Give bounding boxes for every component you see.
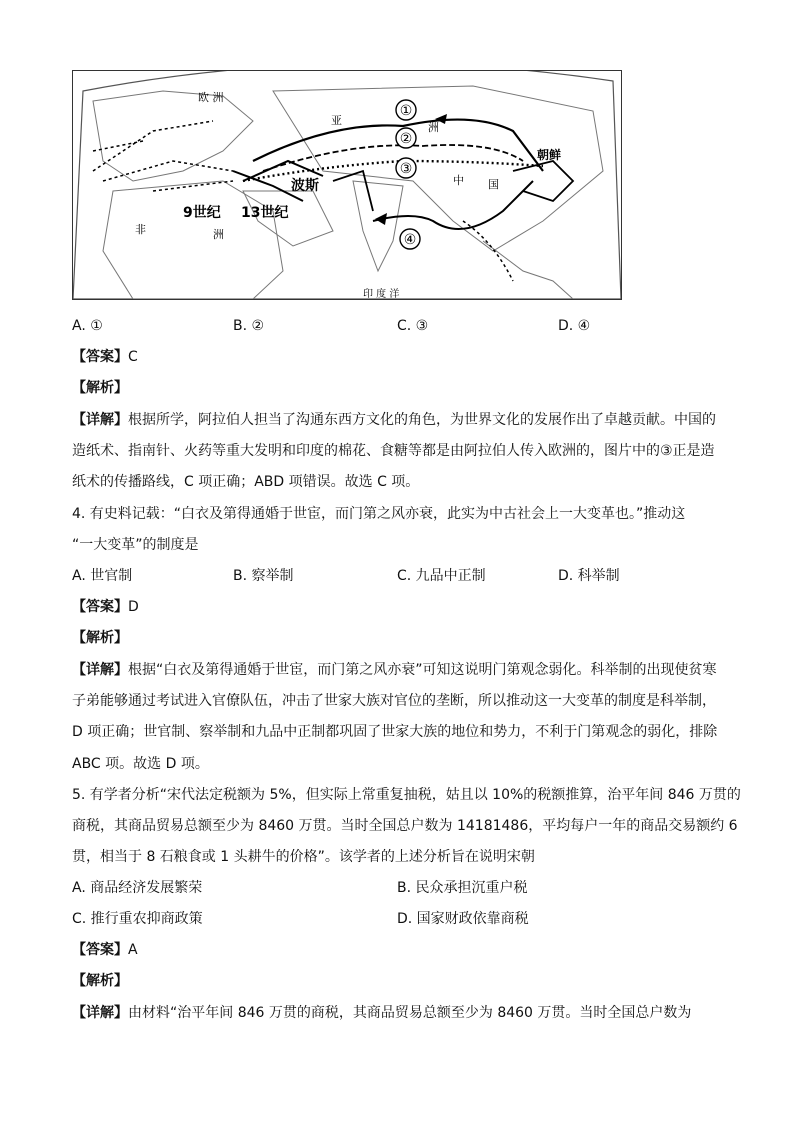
- q3-option-c[interactable]: C. ③: [397, 318, 429, 334]
- answer-tag: 【答案】: [72, 942, 128, 958]
- detail-text: 根据所学，阿拉伯人担当了沟通东西方文化的角色，为世界文化的发展作出了卓越贡献。中国的: [128, 412, 716, 428]
- q4-detail-line-2: 子弟能够通过考试进入官僚队伍，冲击了世家大族对官位的垄断，所以推动这一大变革的制度是科举制，: [72, 693, 716, 709]
- detail-tag: 【详解】: [72, 1005, 128, 1021]
- q5-analysis-tag: 【解析】: [72, 973, 128, 989]
- route-3-number: ③: [399, 161, 413, 177]
- answer-value: D: [128, 599, 139, 615]
- south-asia-route: [463, 221, 513, 281]
- answer-tag: 【答案】: [72, 349, 128, 365]
- q5-option-c[interactable]: C. 推行重农抑商政策: [72, 911, 203, 927]
- answer-tag: 【答案】: [72, 599, 128, 615]
- q4-option-c[interactable]: C. 九品中正制: [397, 568, 486, 584]
- q5-option-d[interactable]: D. 国家财政依靠商税: [397, 911, 529, 927]
- q4-analysis-tag: 【解析】: [72, 630, 128, 646]
- sea-asia-land: [483, 241, 573, 299]
- q3-detail-line-1: [72, 410, 716, 430]
- q5-stem-line-2: 商税，其商品贸易总额至少为 8460 万贯。当时全国总户数为 14181486，平均每户一年的商品交易额约 6: [72, 818, 738, 834]
- answer-value: A: [128, 942, 138, 958]
- globe-outline: [73, 71, 621, 299]
- q5-option-b[interactable]: B. 民众承担沉重户税: [397, 880, 528, 896]
- label-china-1: 中: [453, 174, 464, 187]
- label-century-9: 9世纪: [183, 205, 221, 221]
- label-indian-ocean: 印 度 洋: [363, 289, 400, 299]
- q3-option-a[interactable]: A. ①: [72, 318, 103, 334]
- q3-detail-line-2: 造纸术、指南针、火药等重大发明和印度的棉花、食糖等都是由阿拉伯人传入欧洲的，图片中的③正是造: [72, 443, 715, 459]
- label-china-2: 国: [488, 178, 499, 191]
- q5-stem-line-3: 贯，相当于 8 石粮食或 1 头耕牛的价格”。该学者的上述分析旨在说明宋朝: [72, 849, 535, 865]
- q3-option-b[interactable]: B. ②: [233, 318, 265, 334]
- route-2-number: ②: [399, 131, 413, 147]
- route-4-line: [373, 181, 533, 229]
- q4-option-a[interactable]: A. 世官制: [72, 568, 133, 584]
- q4-option-b[interactable]: B. 察举制: [233, 568, 294, 584]
- route-map: [72, 70, 622, 300]
- persia-route: [333, 171, 373, 211]
- q5-stem-line-1: 5. 有学者分析“宋代法定税额为 5%，但实际上常重复抽税，姑且以 10%的税额推算，治平年间 846 万贯的: [72, 787, 741, 803]
- route-4-number: ④: [403, 232, 417, 248]
- route-4-arrow: [375, 213, 387, 225]
- q3-analysis-tag: 【解析】: [72, 380, 128, 396]
- label-korea: 朝鲜: [537, 148, 562, 162]
- q3-answer: [72, 347, 138, 367]
- label-africa-2: 洲: [213, 228, 224, 241]
- q4-detail-line-1: [72, 660, 717, 680]
- q4-detail-line-4: ABC 项。故选 D 项。: [72, 756, 209, 772]
- q5-option-a[interactable]: A. 商品经济发展繁荣: [72, 880, 203, 896]
- route-1-number: ①: [399, 103, 413, 119]
- q3-detail-line-3: 纸术的传播路线，C 项正确；ABD 项错误。故选 C 项。: [72, 474, 420, 490]
- q4-option-d[interactable]: D. 科举制: [558, 568, 620, 584]
- q4-answer: [72, 597, 139, 617]
- europe-land: [93, 91, 253, 181]
- detail-text: 根据“白衣及第得通婚于世宦，而门第之风亦衰”可知这说明门第观念弱化。科举制的出现使贫寒: [128, 662, 717, 678]
- q5-answer: [72, 940, 138, 960]
- q4-stem-line-1: 4. 有史料记载：“白衣及第得通婚于世宦，而门第之风亦衰，此实为中古社会上一大变革也。”推动这: [72, 506, 686, 522]
- label-asia-2: 洲: [428, 121, 439, 134]
- africa-land: [103, 181, 283, 299]
- label-century-13: 13世纪: [241, 205, 289, 221]
- detail-tag: 【详解】: [72, 412, 128, 428]
- label-africa-1: 非: [135, 223, 146, 236]
- q5-detail-line-1: [72, 1003, 691, 1023]
- q4-stem-line-2: “一大变革”的制度是: [72, 537, 199, 553]
- label-persia: 波斯: [291, 178, 319, 194]
- q3-option-d[interactable]: D. ④: [558, 318, 591, 334]
- detail-text: 由材料“治平年间 846 万贯的商税，其商品贸易总额至少为 8460 万贯。当时全国总户数为: [128, 1005, 692, 1021]
- detail-tag: 【详解】: [72, 662, 128, 678]
- q4-detail-line-3: D 项正确；世官制、察举制和九品中正制都巩固了世家大族的地位和势力，不利于门第观念的弱化，排除: [72, 724, 718, 740]
- india-land: [353, 181, 403, 271]
- east-asia-route: [513, 161, 573, 201]
- label-europe: 欧 洲: [198, 91, 224, 104]
- answer-value: C: [128, 349, 138, 365]
- map-drawing: [73, 71, 621, 299]
- label-asia-1: 亚: [331, 114, 342, 127]
